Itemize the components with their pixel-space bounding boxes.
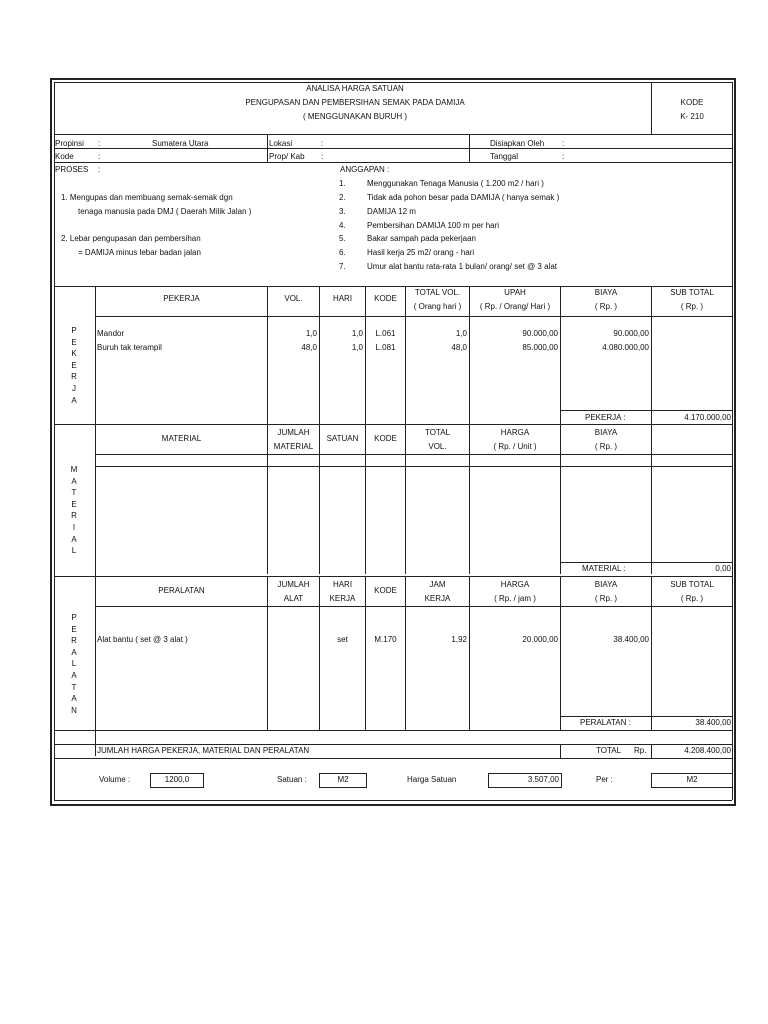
col-header-kode: KODE bbox=[374, 586, 397, 595]
anggapan-no: 6. bbox=[339, 248, 346, 257]
peralatan-subtotal-value: 38.400,00 bbox=[695, 718, 731, 727]
pekerja-subtotal-value: 4.170.000,00 bbox=[684, 413, 731, 422]
pekerja-row-upah: 85.000,00 bbox=[522, 343, 558, 352]
peralatan-subtotal-label: PERALATAN : bbox=[580, 718, 631, 727]
peralatan-row-hari: set bbox=[337, 635, 348, 644]
total-top-line bbox=[54, 744, 732, 745]
colon: : bbox=[562, 139, 565, 148]
pekerja-row-name: Buruh tak terampil bbox=[97, 343, 162, 352]
col-header-jumlah: JUMLAH bbox=[277, 580, 310, 589]
anggapan-text: Hasil kerja 25 m2/ orang - hari bbox=[367, 248, 475, 257]
total-bottom-line bbox=[54, 758, 732, 759]
col-header-hari: HARI bbox=[332, 294, 353, 303]
side-label-divider bbox=[95, 286, 96, 756]
col-divider bbox=[651, 424, 652, 574]
peralatan-side-label: P E R A L A T A N bbox=[71, 613, 77, 715]
col-header-biaya: BIAYA bbox=[594, 288, 618, 297]
pekerja-row-biaya: 4.080.000,00 bbox=[602, 343, 649, 352]
col-header-hari-kerja: KERJA bbox=[329, 594, 356, 603]
propinsi-label: Propinsi bbox=[55, 139, 84, 148]
inner-right bbox=[732, 82, 733, 800]
harga-satuan-label: Harga Satuan bbox=[407, 775, 457, 784]
anggapan-label: ANGGAPAN : bbox=[340, 165, 390, 174]
material-bottom-line bbox=[54, 576, 732, 577]
pekerja-row-hari: 1,0 bbox=[351, 329, 363, 338]
col-header-kode: KODE bbox=[374, 434, 397, 443]
proses-line: 2. Lebar pengupasan dan pembersihan bbox=[61, 234, 201, 243]
peralatan-row-jam: 1,92 bbox=[451, 635, 467, 644]
pekerja-bottom-line bbox=[54, 424, 732, 425]
col-divider bbox=[560, 744, 561, 758]
proses-line: = DAMIJA minus lebar badan jalan bbox=[78, 248, 201, 257]
col-header-total: TOTAL bbox=[424, 428, 451, 437]
col-header-pekerja: PEKERJA bbox=[163, 294, 200, 303]
pekerja-row-total: 48,0 bbox=[451, 343, 467, 352]
material-header-line bbox=[95, 454, 732, 455]
pekerja-row-biaya: 90.000,00 bbox=[613, 329, 649, 338]
pekerja-row-total: 1,0 bbox=[455, 329, 467, 338]
col-header-harga-unit: ( Rp. / jam ) bbox=[494, 594, 536, 603]
col-header-total-vol: TOTAL VOL. bbox=[414, 288, 461, 297]
pekerja-header-line bbox=[95, 316, 732, 317]
col-divider bbox=[267, 286, 268, 424]
col-divider bbox=[365, 286, 366, 424]
col-header-kode: KODE bbox=[374, 294, 397, 303]
sheet-subtitle: PENGUPASAN DAN PEMBERSIHAN SEMAK PADA DAMIJA bbox=[245, 98, 465, 107]
colon: : bbox=[98, 152, 101, 161]
col-divider bbox=[365, 576, 366, 730]
anggapan-text: DAMIJA 12 m bbox=[367, 207, 416, 216]
grand-total-rp: Rp. bbox=[634, 746, 647, 755]
col-header-jam: JAM bbox=[429, 580, 446, 589]
col-header-subtotal: SUB TOTAL bbox=[670, 580, 714, 589]
volume-value: 1200,0 bbox=[150, 773, 204, 788]
info-bottom-line bbox=[54, 162, 732, 163]
kode-label: KODE bbox=[680, 98, 704, 107]
pekerja-subtotal-label: PEKERJA : bbox=[585, 413, 626, 422]
col-header-subtotal-unit: ( Rp. ) bbox=[680, 302, 704, 311]
col-header-jam-kerja: KERJA bbox=[424, 594, 451, 603]
frame-bottom bbox=[50, 804, 736, 806]
col-header-biaya: BIAYA bbox=[594, 580, 618, 589]
col-header-biaya-unit: ( Rp. ) bbox=[594, 594, 618, 603]
info-mid-line bbox=[54, 148, 732, 149]
col-header-jumlah: JUMLAH bbox=[277, 428, 310, 437]
propinsi-value: Sumatera Utara bbox=[152, 139, 209, 148]
anggapan-no: 3. bbox=[339, 207, 346, 216]
anggapan-text: Pembersihan DAMIJA 100 m per hari bbox=[367, 221, 500, 230]
pekerja-row-vol: 48,0 bbox=[301, 343, 317, 352]
proses-label: PROSES bbox=[55, 165, 89, 174]
col-header-hari: HARI bbox=[332, 580, 353, 589]
peralatan-row-kode: M.170 bbox=[374, 635, 397, 644]
col-header-material: MATERIAL bbox=[161, 434, 202, 443]
col-header-peralatan: PERALATAN bbox=[158, 586, 205, 595]
anggapan-text: Bakar sampah pada pekerjaan bbox=[367, 234, 476, 243]
col-header-total-vol: VOL. bbox=[428, 442, 447, 451]
peralatan-subtotal-line bbox=[560, 716, 732, 717]
col-divider bbox=[365, 424, 366, 574]
header-bottom-line bbox=[54, 134, 732, 135]
kode-value: K- 210 bbox=[680, 112, 704, 121]
peralatan-header-line bbox=[95, 606, 732, 607]
frame-top bbox=[50, 78, 736, 80]
col-header-harga: HARGA bbox=[500, 428, 530, 437]
grand-total-word: TOTAL bbox=[596, 746, 622, 755]
col-header-vol: VOL. bbox=[284, 294, 303, 303]
lokasi-label: Lokasi bbox=[269, 139, 293, 148]
pekerja-row-kode: L.081 bbox=[375, 343, 396, 352]
grand-total-label: JUMLAH HARGA PEKERJA, MATERIAL DAN PERALATAN bbox=[97, 746, 310, 755]
proses-line: 1. Mengupas dan membuang semak-semak dgn bbox=[61, 193, 233, 202]
anggapan-no: 2. bbox=[339, 193, 346, 202]
kode-divider bbox=[651, 82, 652, 134]
peralatan-bottom-line bbox=[54, 730, 732, 731]
col-header-subtotal: SUB TOTAL bbox=[670, 288, 714, 297]
colon: : bbox=[98, 165, 101, 174]
colon: : bbox=[98, 139, 101, 148]
colon: : bbox=[562, 152, 565, 161]
col-header-satuan: SATUAN bbox=[326, 434, 359, 443]
frame-right bbox=[734, 78, 736, 806]
propkab-label: Prop/ Kab bbox=[269, 152, 305, 161]
pekerja-subtotal-line bbox=[560, 410, 732, 411]
grand-total-value: 4.208.400,00 bbox=[684, 746, 731, 755]
peralatan-row-name: Alat bantu ( set @ 3 alat ) bbox=[97, 635, 188, 644]
sheet-title: ANALISA HARGA SATUAN bbox=[306, 84, 404, 93]
pekerja-row-kode: L.061 bbox=[375, 329, 396, 338]
tanggal-label: Tanggal bbox=[490, 152, 519, 161]
per-value: M2 bbox=[651, 773, 733, 788]
frame-left bbox=[50, 78, 52, 806]
anggapan-no: 5. bbox=[339, 234, 346, 243]
anggapan-no: 7. bbox=[339, 262, 346, 271]
inner-top bbox=[54, 82, 732, 83]
anggapan-text: Umur alat bantu rata-rata 1 bulan/ orang/ set @ 3 alat bbox=[367, 262, 558, 271]
col-header-harga: HARGA bbox=[500, 580, 530, 589]
inner-left bbox=[54, 82, 55, 800]
col-header-jumlah-material: MATERIAL bbox=[273, 442, 314, 451]
pekerja-side-label: P E K E R J A bbox=[71, 326, 77, 405]
pekerja-row-upah: 90.000,00 bbox=[522, 329, 558, 338]
colon: : bbox=[321, 152, 324, 161]
peralatan-row-biaya: 38.400,00 bbox=[613, 635, 649, 644]
pekerja-row-name: Mandor bbox=[97, 329, 125, 338]
colon: : bbox=[321, 139, 324, 148]
col-header-biaya-unit: ( Rp. ) bbox=[594, 442, 618, 451]
pekerja-row-vol: 1,0 bbox=[305, 329, 317, 338]
peralatan-row-harga: 20.000,00 bbox=[522, 635, 558, 644]
proses-bottom-line bbox=[54, 286, 732, 287]
pekerja-row-hari: 1,0 bbox=[351, 343, 363, 352]
material-subtotal-label: MATERIAL : bbox=[582, 564, 626, 573]
material-subtotal-line bbox=[560, 562, 732, 563]
harga-satuan-value: 3.507,00 bbox=[488, 773, 562, 788]
satuan-label: Satuan : bbox=[277, 775, 307, 784]
material-subtotal-value: 0,00 bbox=[715, 564, 731, 573]
anggapan-no: 1. bbox=[339, 179, 346, 188]
per-label: Per : bbox=[596, 775, 613, 784]
col-header-biaya-unit: ( Rp. ) bbox=[594, 302, 618, 311]
col-header-total-vol-unit: ( Orang hari ) bbox=[413, 302, 462, 311]
proses-line: tenaga manusia pada DMJ ( Daerah Milik Jalan ) bbox=[78, 207, 252, 216]
material-row-line bbox=[95, 466, 732, 467]
disiapkan-label: Disiapkan Oleh bbox=[490, 139, 545, 148]
inner-bottom bbox=[54, 800, 732, 801]
col-divider bbox=[319, 424, 320, 574]
sheet-method: ( MENGGUNAKAN BURUH ) bbox=[302, 112, 407, 121]
satuan-value: M2 bbox=[319, 773, 367, 788]
anggapan-no: 4. bbox=[339, 221, 346, 230]
material-side-label: M A T E R I A L bbox=[70, 465, 78, 556]
volume-label: Volume : bbox=[99, 775, 131, 784]
col-header-upah: UPAH bbox=[504, 288, 526, 297]
anggapan-text: Menggunakan Tenaga Manusia ( 1.200 m2 / hari ) bbox=[367, 179, 544, 188]
col-header-biaya: BIAYA bbox=[594, 428, 618, 437]
kode-info-label: Kode bbox=[55, 152, 74, 161]
col-header-subtotal-unit: ( Rp. ) bbox=[680, 594, 704, 603]
anggapan-text: Tidak ada pohon besar pada DAMIJA ( hanya semak ) bbox=[367, 193, 560, 202]
col-header-harga-unit: ( Rp. / Unit ) bbox=[493, 442, 537, 451]
col-divider bbox=[319, 286, 320, 424]
col-header-upah-unit: ( Rp. / Orang/ Hari ) bbox=[479, 302, 551, 311]
col-header-jumlah-alat: ALAT bbox=[283, 594, 304, 603]
